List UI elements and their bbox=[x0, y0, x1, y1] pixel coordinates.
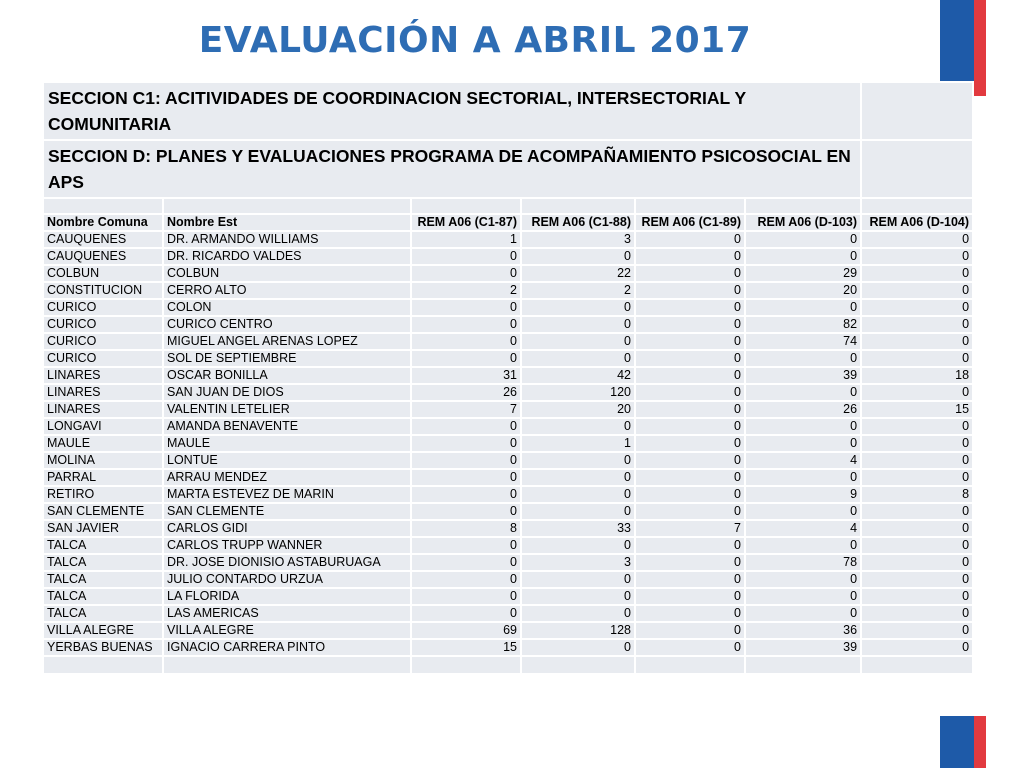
cell-comuna: LINARES bbox=[43, 367, 163, 384]
cell-value: 0 bbox=[521, 248, 635, 265]
cell-value: 7 bbox=[635, 520, 745, 537]
cell-value: 0 bbox=[411, 554, 521, 571]
cell-value: 4 bbox=[745, 520, 861, 537]
cell-value: 0 bbox=[521, 469, 635, 486]
cell-value: 26 bbox=[745, 401, 861, 418]
cell-value: 9 bbox=[745, 486, 861, 503]
table-row bbox=[43, 452, 973, 469]
table-row bbox=[43, 605, 973, 622]
table-row bbox=[43, 248, 973, 265]
cell-value: 0 bbox=[411, 537, 521, 554]
cell-value: 3 bbox=[521, 231, 635, 248]
cell-value: 0 bbox=[861, 333, 973, 350]
cell-value: 0 bbox=[745, 248, 861, 265]
cell-value: 0 bbox=[635, 316, 745, 333]
cell-value: 0 bbox=[635, 282, 745, 299]
section-c1-heading: SECCION C1: ACITIVIDADES DE COORDINACION SECTORIAL, INTERSECTORIAL Y COMUNITARIA bbox=[43, 82, 861, 140]
cell-value: 0 bbox=[411, 452, 521, 469]
cell-value: 22 bbox=[521, 265, 635, 282]
cell-value: 0 bbox=[521, 605, 635, 622]
cell-establecimiento: ARRAU MENDEZ bbox=[163, 469, 411, 486]
cell-value: 0 bbox=[521, 299, 635, 316]
cell-comuna: YERBAS BUENAS bbox=[43, 639, 163, 656]
cell-comuna: MOLINA bbox=[43, 452, 163, 469]
cell-value: 0 bbox=[635, 605, 745, 622]
cell-establecimiento: VILLA ALEGRE bbox=[163, 622, 411, 639]
cell-value: 0 bbox=[411, 265, 521, 282]
cell-value: 0 bbox=[635, 622, 745, 639]
cell-comuna: PARRAL bbox=[43, 469, 163, 486]
data-table bbox=[42, 81, 974, 675]
cell-value: 8 bbox=[411, 520, 521, 537]
cell-value: 0 bbox=[635, 435, 745, 452]
cell-value: 20 bbox=[521, 401, 635, 418]
cell-value: 0 bbox=[521, 333, 635, 350]
cell-value: 0 bbox=[411, 605, 521, 622]
cell-value: 0 bbox=[521, 452, 635, 469]
cell-establecimiento: CARLOS TRUPP WANNER bbox=[163, 537, 411, 554]
cell-value: 26 bbox=[411, 384, 521, 401]
table-row bbox=[43, 503, 973, 520]
cell-value: 0 bbox=[861, 554, 973, 571]
cell-establecimiento: MIGUEL ANGEL ARENAS LOPEZ bbox=[163, 333, 411, 350]
cell-value: 0 bbox=[861, 282, 973, 299]
cell-value: 0 bbox=[521, 571, 635, 588]
column-header: REM A06 (D-104) bbox=[861, 214, 973, 231]
cell-value: 4 bbox=[745, 452, 861, 469]
cell-value: 0 bbox=[745, 384, 861, 401]
cell-establecimiento: JULIO CONTARDO URZUA bbox=[163, 571, 411, 588]
cell-establecimiento: DR. ARMANDO WILLIAMS bbox=[163, 231, 411, 248]
cell-value: 128 bbox=[521, 622, 635, 639]
cell-comuna: VILLA ALEGRE bbox=[43, 622, 163, 639]
cell-value: 0 bbox=[635, 554, 745, 571]
cell-value: 0 bbox=[411, 588, 521, 605]
cell-value: 0 bbox=[861, 248, 973, 265]
cell-value: 0 bbox=[861, 622, 973, 639]
cell-value: 0 bbox=[745, 571, 861, 588]
table-row bbox=[43, 265, 973, 282]
cell-value: 0 bbox=[411, 350, 521, 367]
cell-comuna: CURICO bbox=[43, 350, 163, 367]
cell-establecimiento: AMANDA BENAVENTE bbox=[163, 418, 411, 435]
cell-comuna: MAULE bbox=[43, 435, 163, 452]
cell-value: 0 bbox=[635, 639, 745, 656]
cell-value: 69 bbox=[411, 622, 521, 639]
cell-value: 0 bbox=[411, 248, 521, 265]
cell-value: 0 bbox=[861, 265, 973, 282]
cell-value: 0 bbox=[861, 520, 973, 537]
table-row bbox=[43, 384, 973, 401]
cell-establecimiento: CURICO CENTRO bbox=[163, 316, 411, 333]
cell-comuna: TALCA bbox=[43, 588, 163, 605]
cell-value: 20 bbox=[745, 282, 861, 299]
cell-value: 1 bbox=[411, 231, 521, 248]
cell-value: 0 bbox=[635, 503, 745, 520]
cell-establecimiento: SOL DE SEPTIEMBRE bbox=[163, 350, 411, 367]
cell-value: 15 bbox=[861, 401, 973, 418]
cell-value: 0 bbox=[411, 486, 521, 503]
cell-value: 39 bbox=[745, 639, 861, 656]
flag-decoration-bottom bbox=[940, 716, 990, 768]
table-row bbox=[43, 571, 973, 588]
table-row bbox=[43, 622, 973, 639]
cell-value: 33 bbox=[521, 520, 635, 537]
cell-value: 0 bbox=[635, 384, 745, 401]
cell-value: 0 bbox=[635, 350, 745, 367]
cell-value: 0 bbox=[861, 350, 973, 367]
cell-value: 42 bbox=[521, 367, 635, 384]
cell-establecimiento: LONTUE bbox=[163, 452, 411, 469]
cell-value: 15 bbox=[411, 639, 521, 656]
cell-value: 0 bbox=[861, 384, 973, 401]
cell-comuna: LONGAVI bbox=[43, 418, 163, 435]
cell-value: 0 bbox=[861, 571, 973, 588]
cell-value: 0 bbox=[745, 588, 861, 605]
cell-establecimiento: LA FLORIDA bbox=[163, 588, 411, 605]
cell-value: 0 bbox=[521, 588, 635, 605]
cell-value: 0 bbox=[861, 418, 973, 435]
column-header: REM A06 (C1-87) bbox=[411, 214, 521, 231]
cell-value: 0 bbox=[745, 605, 861, 622]
cell-value: 0 bbox=[745, 469, 861, 486]
cell-establecimiento: MAULE bbox=[163, 435, 411, 452]
cell-value: 0 bbox=[411, 299, 521, 316]
cell-value: 0 bbox=[745, 231, 861, 248]
cell-value: 0 bbox=[521, 486, 635, 503]
cell-establecimiento: DR. RICARDO VALDES bbox=[163, 248, 411, 265]
cell-value: 0 bbox=[635, 401, 745, 418]
cell-establecimiento: CERRO ALTO bbox=[163, 282, 411, 299]
cell-establecimiento: CARLOS GIDI bbox=[163, 520, 411, 537]
cell-value: 0 bbox=[861, 503, 973, 520]
cell-value: 0 bbox=[635, 452, 745, 469]
table-row bbox=[43, 231, 973, 248]
cell-value: 0 bbox=[861, 639, 973, 656]
cell-value: 0 bbox=[861, 537, 973, 554]
section-d-heading: SECCION D: PLANES Y EVALUACIONES PROGRAMA DE ACOMPAÑAMIENTO PSICOSOCIAL EN APS bbox=[43, 140, 861, 198]
cell-comuna: SAN CLEMENTE bbox=[43, 503, 163, 520]
cell-establecimiento: OSCAR BONILLA bbox=[163, 367, 411, 384]
cell-establecimiento: COLBUN bbox=[163, 265, 411, 282]
table-row bbox=[43, 316, 973, 333]
cell-value: 0 bbox=[635, 265, 745, 282]
cell-value: 0 bbox=[635, 231, 745, 248]
cell-value: 0 bbox=[635, 333, 745, 350]
table-row bbox=[43, 639, 973, 656]
cell-value: 0 bbox=[521, 316, 635, 333]
cell-value: 0 bbox=[635, 537, 745, 554]
cell-value: 0 bbox=[521, 350, 635, 367]
table-row bbox=[43, 350, 973, 367]
cell-value: 0 bbox=[635, 248, 745, 265]
cell-value: 36 bbox=[745, 622, 861, 639]
cell-comuna: CAUQUENES bbox=[43, 248, 163, 265]
cell-value: 0 bbox=[745, 435, 861, 452]
cell-value: 0 bbox=[861, 299, 973, 316]
column-header: REM A06 (D-103) bbox=[745, 214, 861, 231]
cell-comuna: CONSTITUCION bbox=[43, 282, 163, 299]
cell-value: 0 bbox=[635, 469, 745, 486]
cell-establecimiento: COLON bbox=[163, 299, 411, 316]
cell-value: 0 bbox=[745, 299, 861, 316]
cell-value: 0 bbox=[521, 418, 635, 435]
cell-comuna: TALCA bbox=[43, 571, 163, 588]
cell-comuna: TALCA bbox=[43, 537, 163, 554]
header-row bbox=[43, 214, 973, 231]
cell-value: 31 bbox=[411, 367, 521, 384]
column-header: REM A06 (C1-88) bbox=[521, 214, 635, 231]
cell-establecimiento: VALENTIN LETELIER bbox=[163, 401, 411, 418]
cell-comuna: CURICO bbox=[43, 299, 163, 316]
cell-value: 0 bbox=[521, 639, 635, 656]
cell-establecimiento: IGNACIO CARRERA PINTO bbox=[163, 639, 411, 656]
cell-value: 0 bbox=[635, 486, 745, 503]
cell-value: 0 bbox=[521, 537, 635, 554]
cell-value: 29 bbox=[745, 265, 861, 282]
cell-value: 0 bbox=[745, 537, 861, 554]
cell-value: 0 bbox=[635, 299, 745, 316]
cell-value: 0 bbox=[861, 469, 973, 486]
cell-comuna: CURICO bbox=[43, 333, 163, 350]
cell-value: 0 bbox=[635, 571, 745, 588]
cell-value: 0 bbox=[861, 435, 973, 452]
table-row bbox=[43, 418, 973, 435]
cell-comuna: CURICO bbox=[43, 316, 163, 333]
cell-comuna: TALCA bbox=[43, 605, 163, 622]
cell-value: 1 bbox=[521, 435, 635, 452]
cell-comuna: RETIRO bbox=[43, 486, 163, 503]
cell-value: 0 bbox=[411, 503, 521, 520]
cell-comuna: CAUQUENES bbox=[43, 231, 163, 248]
cell-value: 0 bbox=[861, 605, 973, 622]
cell-value: 0 bbox=[411, 418, 521, 435]
table-row bbox=[43, 282, 973, 299]
empty-row bbox=[43, 656, 973, 674]
table-row bbox=[43, 367, 973, 384]
section-row bbox=[43, 140, 973, 198]
cell-value: 7 bbox=[411, 401, 521, 418]
cell-value: 82 bbox=[745, 316, 861, 333]
cell-value: 0 bbox=[861, 588, 973, 605]
section-row bbox=[43, 82, 973, 140]
cell-establecimiento: SAN JUAN DE DIOS bbox=[163, 384, 411, 401]
table-row bbox=[43, 435, 973, 452]
page-title: EVALUACIÓN A ABRIL 2017 bbox=[198, 20, 752, 61]
cell-establecimiento: SAN CLEMENTE bbox=[163, 503, 411, 520]
cell-comuna: LINARES bbox=[43, 384, 163, 401]
cell-value: 39 bbox=[745, 367, 861, 384]
cell-value: 0 bbox=[745, 418, 861, 435]
cell-value: 8 bbox=[861, 486, 973, 503]
table-row bbox=[43, 554, 973, 571]
column-header: Nombre Comuna bbox=[43, 214, 163, 231]
cell-value: 0 bbox=[635, 418, 745, 435]
cell-value: 0 bbox=[411, 333, 521, 350]
table-row bbox=[43, 486, 973, 503]
cell-establecimiento: MARTA ESTEVEZ DE MARIN bbox=[163, 486, 411, 503]
table-row bbox=[43, 299, 973, 316]
cell-comuna: SAN JAVIER bbox=[43, 520, 163, 537]
cell-value: 0 bbox=[521, 503, 635, 520]
table-row bbox=[43, 588, 973, 605]
table-row bbox=[43, 537, 973, 554]
cell-establecimiento: DR. JOSE DIONISIO ASTABURUAGA bbox=[163, 554, 411, 571]
cell-value: 18 bbox=[861, 367, 973, 384]
cell-comuna: TALCA bbox=[43, 554, 163, 571]
cell-value: 120 bbox=[521, 384, 635, 401]
cell-value: 0 bbox=[745, 503, 861, 520]
cell-value: 3 bbox=[521, 554, 635, 571]
cell-value: 0 bbox=[411, 316, 521, 333]
column-header: REM A06 (C1-89) bbox=[635, 214, 745, 231]
cell-value: 0 bbox=[861, 231, 973, 248]
cell-value: 0 bbox=[635, 588, 745, 605]
cell-value: 0 bbox=[745, 350, 861, 367]
cell-establecimiento: LAS AMERICAS bbox=[163, 605, 411, 622]
spacer-row bbox=[43, 198, 973, 214]
cell-value: 0 bbox=[411, 435, 521, 452]
cell-value: 74 bbox=[745, 333, 861, 350]
cell-value: 2 bbox=[411, 282, 521, 299]
cell-value: 78 bbox=[745, 554, 861, 571]
cell-value: 2 bbox=[521, 282, 635, 299]
cell-comuna: LINARES bbox=[43, 401, 163, 418]
cell-comuna: COLBUN bbox=[43, 265, 163, 282]
table-row bbox=[43, 469, 973, 486]
table-row bbox=[43, 401, 973, 418]
column-header: Nombre Est bbox=[163, 214, 411, 231]
cell-value: 0 bbox=[861, 452, 973, 469]
table-row bbox=[43, 333, 973, 350]
cell-value: 0 bbox=[411, 571, 521, 588]
cell-value: 0 bbox=[635, 367, 745, 384]
cell-value: 0 bbox=[861, 316, 973, 333]
cell-value: 0 bbox=[411, 469, 521, 486]
table-row bbox=[43, 520, 973, 537]
